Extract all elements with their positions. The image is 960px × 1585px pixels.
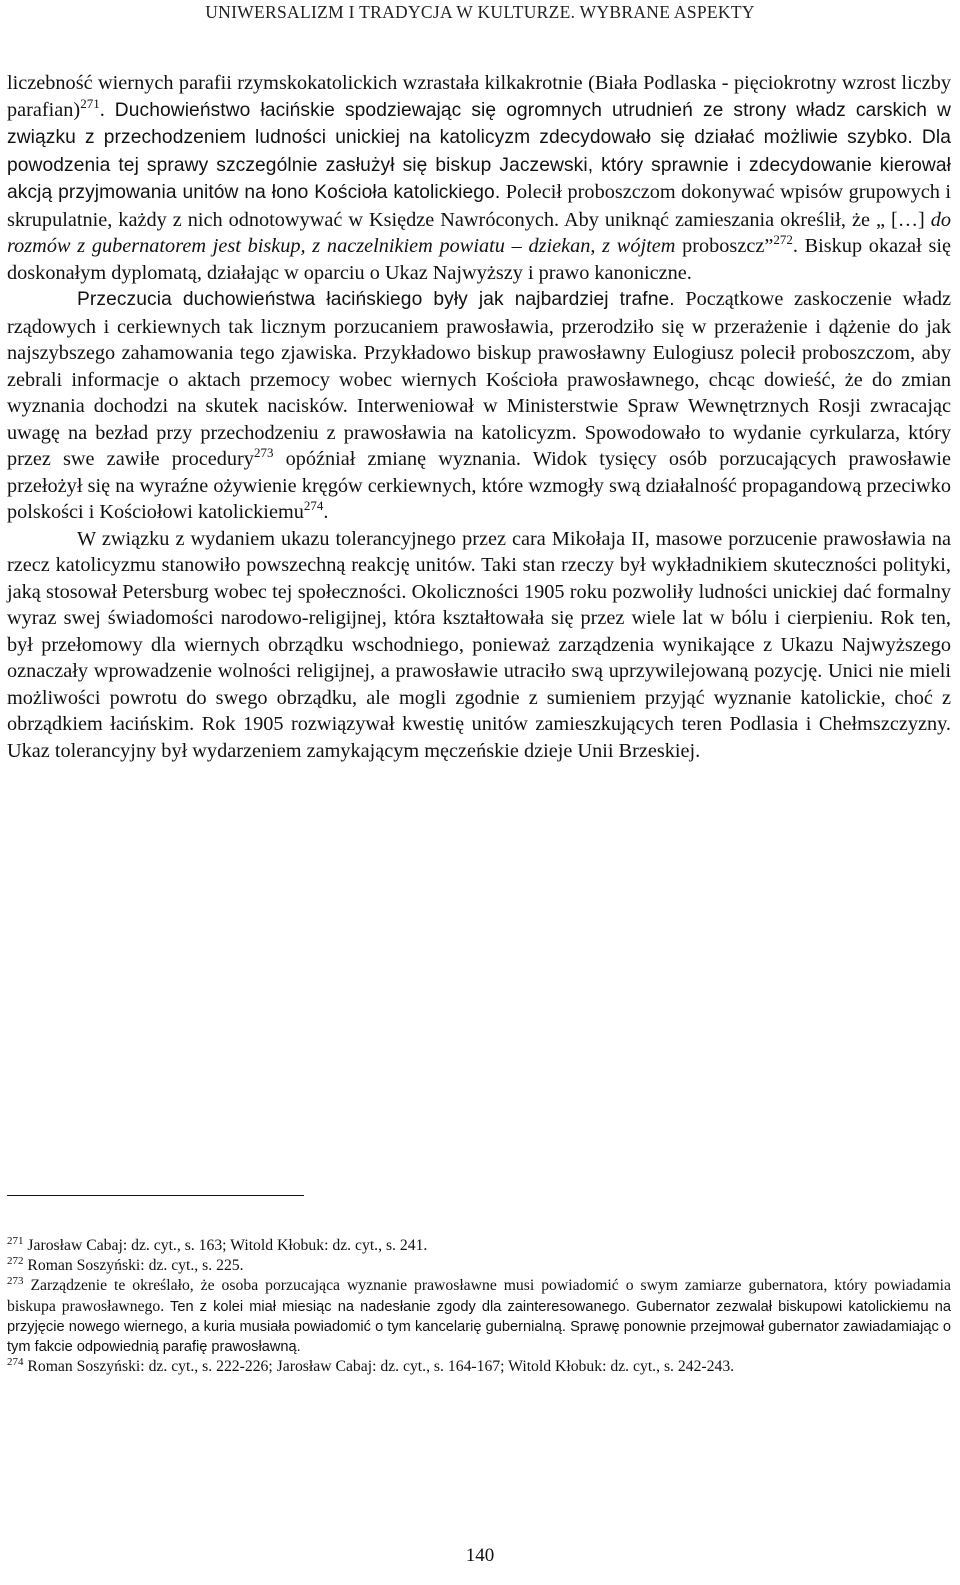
- text-run: Polecił proboszczom dokonywać wpisów grupowych i skrupulatnie, każdy z nich odnotowywać w Księdze Nawróconych. Aby uniknąć zamieszania określił, że „ […]: [7, 181, 952, 231]
- footnote-271: [7, 1236, 951, 1256]
- text-run: opóźniał zmianę wyznania. Widok tysięcy osób porzucających prawosławie przełożył się na wyraźne ożywienie kręgów cerkiewnych, które wzmogły swą działalność propagandową przeciwko polskości i Kościołowi katolickiemu: [7, 448, 951, 523]
- footnote-ref-271: 271: [80, 95, 100, 111]
- footnote-ref-272: 272: [773, 232, 793, 248]
- footnote-272: [7, 1256, 951, 1276]
- paragraph-2: [7, 286, 951, 526]
- footnote-separator: [7, 1195, 304, 1196]
- text-run: . Biskup okazał się doskonałym dyplomatą, działając w oparciu o Ukaz Najwyższy i prawo kanoniczne.: [7, 235, 951, 284]
- text-run: Początkowe zaskoczenie władz rządowych i cerkiewnych tak licznym porzucaniem prawosławia, przerodziło się w przerażenie i dążenie do jak najszybszego zahamowania tego zjawiska. Przykładowo biskup prawosławny Eulogiusz polecił proboszczom, aby zebrali informacje o aktach przemocy wobec wiernych Kościoła prawosławnego, chcąc dowieść, że do zmian wyznania dochodzi na skutek nacisków. Interweniował w Ministerstwie Spraw Wewnętrznych Rosji zwracając uwagę na bezład przy przechodzeniu z prawosławia na katolicyzm. Spowodowało to wydanie cyrkularza, który przez swe zawiłe procedury: [7, 288, 951, 470]
- page-number: 140: [465, 1545, 495, 1566]
- footnote-text: Jarosław Cabaj: dz. cyt., s. 163; Witold Kłobuk: dz. cyt., s. 241.: [23, 1237, 428, 1254]
- footnote-274: [7, 1357, 951, 1377]
- footnote-text: Zarządzenie te określało, że osoba porzucająca wyznanie prawosławne musi powiadomić o swym zamiarze gubernatora, który powiadamia biskupa prawosławnego.: [7, 1277, 951, 1315]
- text-run: Dla powodzenia tej sprawy szczególnie zasłużył się biskup Jaczewski, który sprawnie i zdecydowanie kierował akcją przyjmowania unitów na łono Kościoła katolickiego.: [7, 127, 951, 203]
- footnote-text: Roman Soszyński: dz. cyt., s. 222-226; Jarosław Cabaj: dz. cyt., s. 164-167; Witold Kłobuk: dz. cyt., s. 242-243.: [23, 1358, 735, 1376]
- main-text: [7, 70, 951, 764]
- footnotes: [7, 1236, 951, 1377]
- paragraph-3: W związku z wydaniem ukazu tolerancyjnego przez cara Mikołaja II, masowe porzucenie prawosławia na rzecz katolicyzmu stanowiło powszechną reakcję unitów. Taki stan rzeczy był wykładnikiem skuteczności polityki, jaką stosował Petersburg wobec tej społeczności. Okoliczności 1905 roku pozwoliły ludności unickiej dać formalny wyraz swej świadomości narodowo-religijnej, która kształtowała się przez wiele lat w bólu i cierpieniu. Rok ten, był przełomowy dla wiernych obrządku wschodniego, ponieważ zarządzenia wynikające z Ukazu Najwyższego oznaczały wprowadzenie wolności religijnej, a prawosławie utraciło swą uprzywilejowaną pozycję. Unici nie mieli możliwości powrotu do swego obrządku, ale mogli zgodnie z sumieniem przyjąć wyznanie katolickie, choć z obrządkiem łacińskim. Rok 1905 rozwiązywał kwestię unitów zamieszkujących teren Podlasia i Chełmszczyzny. Ukaz tolerancyjny był wydarzeniem zamykającym męczeńskie dzieje Unii Brzeskiej.: [7, 527, 951, 762]
- footnote-number: 271: [7, 1234, 24, 1247]
- footnote-text: Roman Soszyński: dz. cyt., s. 225.: [23, 1257, 244, 1275]
- text-run: .: [99, 98, 105, 121]
- text-run: .: [323, 501, 329, 523]
- text-run-sans: Przeczucia duchowieństwa łacińskiego były jak najbardziej trafne.: [77, 289, 675, 310]
- footnote-ref-273: 273: [253, 445, 274, 461]
- text-run: Duchowieństwo łacińskie spodziewając się ogromnych utrudnień ze strony władz carskich w związku z przechodzeniem ludności unickiej na katolicyzm zdecydowało się działać możliwie szybko.: [7, 99, 951, 148]
- footnote-ref-274: 274: [303, 498, 324, 514]
- footnote-number: 273: [7, 1275, 24, 1288]
- running-header: UNIWERSALIZM I TRADYCJA W KULTURZE. WYBRANE ASPEKTY: [205, 2, 755, 22]
- footnote-273: [7, 1276, 951, 1357]
- quotation: do rozmów z gubernatorem jest biskup, z naczelnikiem powiatu – dziekan, z wójtem: [7, 208, 951, 257]
- footnote-text: Ten z kolei miał miesiąc na nadesłanie zgody dla zainteresowanego. Gubernator zezwalał biskupowi katolickiemu na przyjęcie nowego wiernego, a kuria musiała powiadomić o tym kancelarię gubernialną. Sprawę ponownie przejmował gubernator zawiadamiając o tym fakcie odpowiednią parafię prawosławną.: [7, 1298, 951, 1356]
- paragraph-1: [7, 70, 951, 286]
- footnote-number: 272: [7, 1254, 24, 1267]
- text-run: proboszcz”: [675, 235, 774, 257]
- text-run: liczebność wiernych parafii rzymskokatolickich wzrastała kilkakrotnie (Biała Podlaska - pięciokrotny wzrost liczby parafian): [7, 72, 951, 121]
- footnote-number: 274: [7, 1355, 24, 1368]
